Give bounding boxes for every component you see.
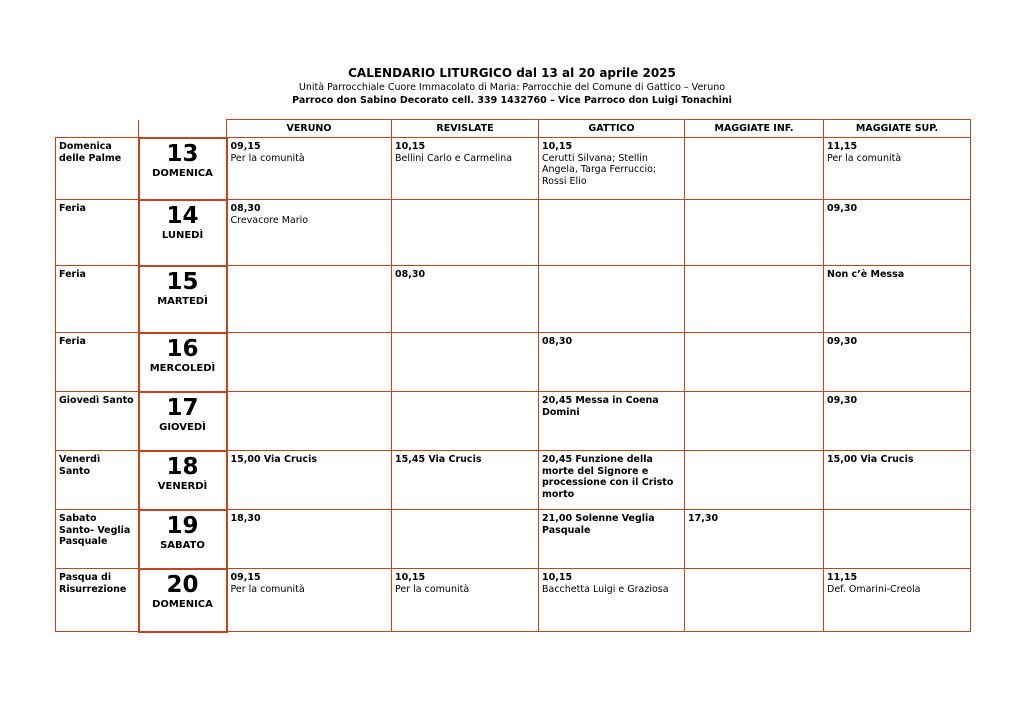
mass-intention: Per la comunità bbox=[395, 583, 470, 595]
mass-intention: Crevacore Mario bbox=[230, 214, 309, 226]
schedule-cell-revislate bbox=[392, 569, 539, 632]
schedule-cell-veruno bbox=[227, 510, 392, 569]
day-description: Domenica delle Palme bbox=[56, 138, 139, 200]
schedule-cell-veruno bbox=[227, 451, 392, 510]
table-row bbox=[56, 200, 971, 266]
schedule-cell-revislate bbox=[392, 138, 539, 200]
schedule-cell-maggiate-sup bbox=[824, 510, 971, 569]
header-blank-cell bbox=[139, 120, 227, 138]
table-row bbox=[56, 392, 971, 451]
schedule-cell-revislate bbox=[392, 510, 539, 569]
schedule-cell-gattico bbox=[539, 266, 685, 333]
schedule-cell-veruno bbox=[227, 392, 392, 451]
schedule-cell-revislate bbox=[392, 200, 539, 266]
schedule-cell-gattico bbox=[539, 200, 685, 266]
mass-time: 18,30 bbox=[230, 513, 261, 524]
day-description: Sabato Santo- Veglia Pasquale bbox=[56, 510, 139, 569]
mass-time: 09,15 bbox=[230, 572, 261, 583]
schedule-cell-gattico bbox=[539, 510, 685, 569]
day-box bbox=[139, 200, 227, 266]
schedule-cell-maggiate-sup bbox=[824, 200, 971, 266]
mass-intention: Bellini Carlo e Carmelina bbox=[395, 152, 513, 164]
liturgical-calendar-table bbox=[55, 119, 971, 633]
day-box bbox=[139, 333, 227, 392]
mass-intention: Def. Omarini-Creola bbox=[827, 583, 921, 595]
table-row bbox=[56, 138, 971, 200]
day-description: Feria bbox=[56, 200, 139, 266]
mass-time: 08,30 bbox=[395, 269, 426, 280]
mass-time: 20,45 Messa in Coena Domini bbox=[542, 395, 659, 418]
schedule-cell-maggiate-inf bbox=[685, 333, 824, 392]
schedule-cell-maggiate-inf bbox=[685, 266, 824, 333]
day-box bbox=[139, 138, 227, 200]
mass-time: 09,30 bbox=[827, 203, 858, 214]
document-title: CALENDARIO LITURGICO dal 13 al 20 aprile 2025 bbox=[348, 66, 676, 80]
schedule-cell-maggiate-inf bbox=[685, 510, 824, 569]
day-description: Feria bbox=[56, 333, 139, 392]
mass-time: Non c’è Messa bbox=[827, 269, 905, 280]
table-row bbox=[56, 451, 971, 510]
schedule-cell-maggiate-inf bbox=[685, 138, 824, 200]
mass-time: 21,00 Solenne Veglia Pasquale bbox=[542, 513, 655, 536]
schedule-cell-veruno bbox=[227, 266, 392, 333]
schedule-cell-veruno bbox=[227, 138, 392, 200]
mass-time: 15,00 Via Crucis bbox=[827, 454, 914, 465]
schedule-cell-maggiate-inf bbox=[685, 392, 824, 451]
schedule-cell-maggiate-sup bbox=[824, 138, 971, 200]
mass-time: 10,15 bbox=[395, 141, 426, 152]
mass-time: 09,15 bbox=[230, 141, 261, 152]
mass-intention: Per la comunità bbox=[827, 152, 902, 164]
mass-intention: Cerutti Silvana; Stellin Angela, Targa Ferruccio; Rossi Elio bbox=[542, 152, 657, 187]
schedule-cell-maggiate-sup bbox=[824, 333, 971, 392]
mass-time: 10,15 bbox=[395, 572, 426, 583]
day-number: 18 bbox=[166, 453, 199, 480]
schedule-cell-gattico bbox=[539, 138, 685, 200]
mass-time: 10,15 bbox=[542, 141, 573, 152]
day-description: Pasqua di Risurrezione bbox=[56, 569, 139, 632]
day-name: DOMENICA bbox=[152, 598, 213, 610]
schedule-cell-veruno bbox=[227, 333, 392, 392]
day-name: GIOVEDÌ bbox=[159, 421, 206, 433]
mass-time: 11,15 bbox=[827, 141, 858, 152]
table-header-row bbox=[56, 120, 971, 138]
schedule-cell-gattico bbox=[539, 569, 685, 632]
day-number: 17 bbox=[166, 394, 199, 421]
schedule-cell-gattico bbox=[539, 392, 685, 451]
day-description: Giovedì Santo bbox=[56, 392, 139, 451]
day-description: Feria bbox=[56, 266, 139, 333]
schedule-cell-veruno bbox=[227, 569, 392, 632]
day-number: 15 bbox=[166, 268, 199, 295]
schedule-cell-revislate bbox=[392, 333, 539, 392]
column-header-veruno: VERUNO bbox=[227, 120, 392, 138]
schedule-cell-gattico bbox=[539, 333, 685, 392]
priests-line: Parroco don Sabino Decorato cell. 339 1432760 – Vice Parroco don Luigi Tonachini bbox=[292, 95, 732, 106]
mass-intention: Per la comunità bbox=[230, 583, 305, 595]
day-box bbox=[139, 451, 227, 510]
mass-time: 09,30 bbox=[827, 395, 858, 406]
header-blank-cell bbox=[56, 120, 139, 138]
mass-time: 11,15 bbox=[827, 572, 858, 583]
table-row bbox=[56, 266, 971, 333]
day-number: 20 bbox=[166, 571, 199, 598]
day-box bbox=[139, 510, 227, 569]
mass-time: 15,00 Via Crucis bbox=[230, 454, 317, 465]
day-name: DOMENICA bbox=[152, 167, 213, 179]
document-subtitle: Unità Parrocchiale Cuore Immacolato di Maria: Parrocchie del Comune di Gattico – Veruno bbox=[298, 82, 726, 93]
mass-time: 09,30 bbox=[827, 336, 858, 347]
mass-intention: Bacchetta Luigi e Graziosa bbox=[542, 583, 669, 595]
day-number: 14 bbox=[166, 202, 199, 229]
mass-intention: Per la comunità bbox=[230, 152, 305, 164]
day-name: MARTEDÌ bbox=[157, 295, 208, 307]
schedule-cell-maggiate-sup bbox=[824, 266, 971, 333]
day-name: MERCOLEDÌ bbox=[149, 362, 216, 374]
table-row bbox=[56, 333, 971, 392]
schedule-cell-maggiate-inf bbox=[685, 200, 824, 266]
schedule-cell-revislate bbox=[392, 266, 539, 333]
day-name: LUNEDÌ bbox=[161, 229, 204, 241]
table-row bbox=[56, 510, 971, 569]
mass-time: 10,15 bbox=[542, 572, 573, 583]
schedule-cell-revislate bbox=[392, 451, 539, 510]
schedule-cell-maggiate-sup bbox=[824, 392, 971, 451]
mass-time: 17,30 bbox=[688, 513, 719, 524]
day-name: VENERDÌ bbox=[157, 480, 208, 492]
schedule-cell-maggiate-inf bbox=[685, 451, 824, 510]
column-header-gattico: GATTICO bbox=[539, 120, 685, 138]
column-header-maggiate-inf: MAGGIATE INF. bbox=[685, 120, 824, 138]
day-box bbox=[139, 266, 227, 333]
column-header-maggiate-sup: MAGGIATE SUP. bbox=[824, 120, 971, 138]
schedule-cell-maggiate-inf bbox=[685, 569, 824, 632]
schedule-cell-maggiate-sup bbox=[824, 569, 971, 632]
day-box bbox=[139, 569, 227, 632]
mass-time: 15,45 Via Crucis bbox=[395, 454, 482, 465]
day-number: 16 bbox=[166, 335, 199, 362]
day-box bbox=[139, 392, 227, 451]
schedule-cell-gattico bbox=[539, 451, 685, 510]
schedule-cell-veruno bbox=[227, 200, 392, 266]
document-header bbox=[0, 66, 1024, 107]
mass-time: 20,45 Funzione della morte del Signore e processione con il Cristo morto bbox=[542, 454, 674, 500]
column-header-revislate: REVISLATE bbox=[392, 120, 539, 138]
day-number: 19 bbox=[166, 512, 199, 539]
schedule-cell-maggiate-sup bbox=[824, 451, 971, 510]
table-row bbox=[56, 569, 971, 632]
day-description: Venerdì Santo bbox=[56, 451, 139, 510]
day-name: SABATO bbox=[160, 539, 205, 551]
mass-time: 08,30 bbox=[230, 203, 261, 214]
mass-time: 08,30 bbox=[542, 336, 573, 347]
schedule-cell-revislate bbox=[392, 392, 539, 451]
day-number: 13 bbox=[166, 140, 199, 167]
